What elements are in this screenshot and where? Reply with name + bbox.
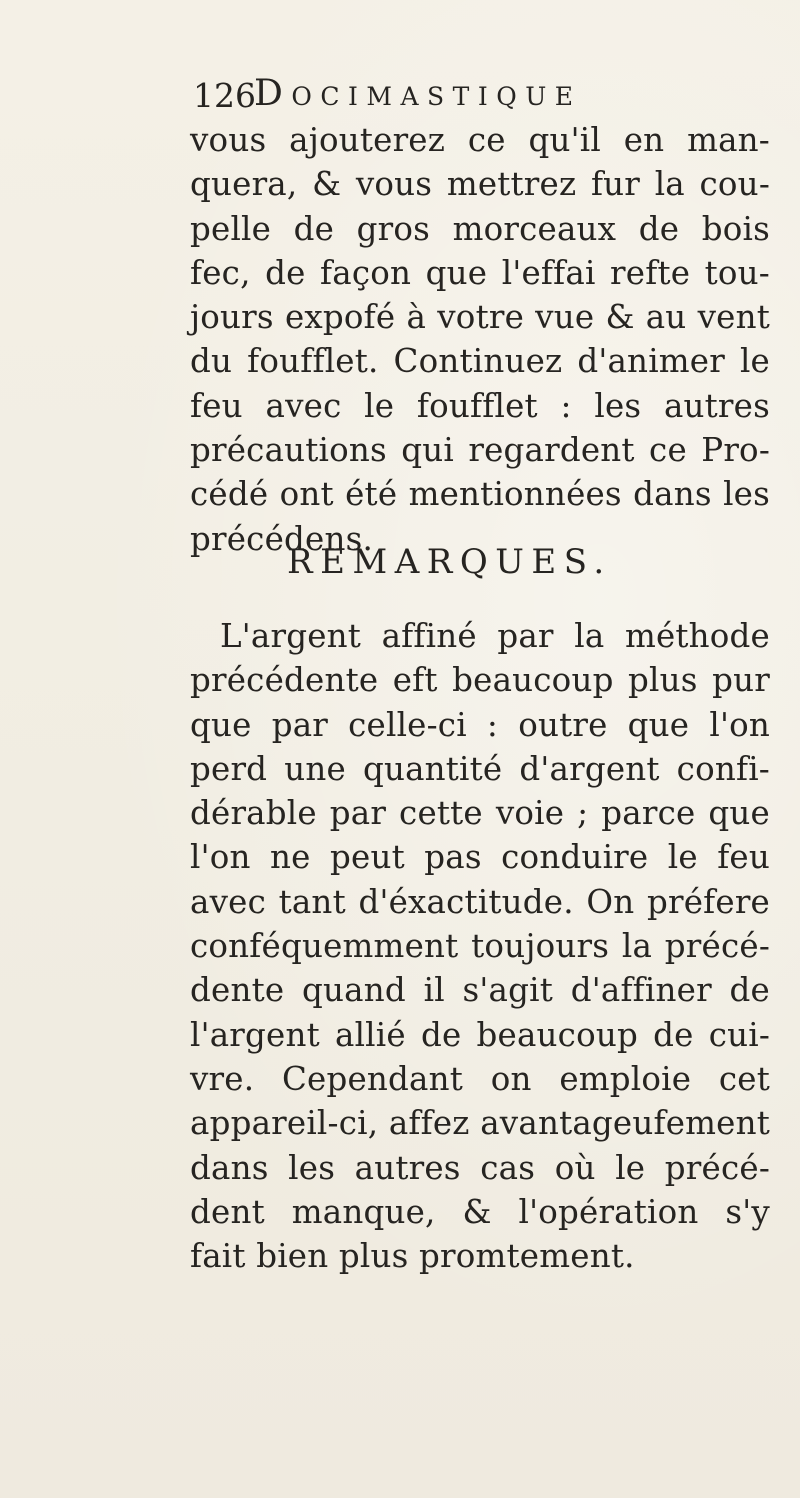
text-line: fait bien plus promtement.: [190, 1237, 635, 1276]
text-line: dans les autres cas où le précé-: [190, 1148, 770, 1187]
text-line: que par celle-ci : outre que l'on: [190, 705, 770, 744]
text-line: dent manque, & l'opération s'y: [190, 1192, 770, 1231]
text-line: l'argent allié de beaucoup de cui-: [190, 1015, 770, 1054]
running-title: Docimastique: [254, 73, 582, 114]
text-line: perd une quantité d'argent confi-: [190, 749, 770, 788]
text-line: feu avec le foufflet : les autres: [190, 386, 770, 425]
text-line: précédente eft beaucoup plus pur: [190, 661, 770, 700]
text-line: jours expofé à votre vue & au vent: [190, 298, 770, 337]
text-line: vous ajouterez ce qu'il en man-: [190, 121, 770, 159]
text-line: précédens.: [190, 519, 373, 558]
text-line: du foufflet. Continuez d'animer le: [190, 342, 770, 381]
text-line: dérable par cette voie ; parce que: [190, 794, 770, 833]
text-line: quera, & vous mettrez fur la cou-: [190, 165, 770, 204]
text-line: pelle de gros morceaux de bois: [190, 209, 770, 248]
text-line: fec, de façon que l'effai refte tou-: [190, 253, 770, 292]
text-line: avec tant d'éxactitude. On préfere: [190, 882, 770, 921]
text-line: vre. Cependant on emploie cet: [190, 1059, 770, 1098]
text-line: L'argent affiné par la méthode: [220, 617, 770, 655]
text-line: dente quand il s'agit d'affiner de: [190, 971, 770, 1010]
text-line: cédé ont été mentionnées dans les: [190, 475, 770, 514]
section-heading: REMARQUES.: [287, 542, 612, 582]
paragraph-continuation: [190, 118, 770, 561]
text-line: appareil-ci, affez avantageufement: [190, 1104, 770, 1143]
text-line: l'on ne peut pas conduire le feu: [190, 838, 770, 877]
text-line: conféquemment toujours la précé-: [190, 927, 770, 966]
remarks-paragraph: [190, 614, 770, 1278]
text-line: précautions qui regardent ce Pro-: [190, 431, 770, 470]
page-number: 126: [193, 76, 256, 115]
